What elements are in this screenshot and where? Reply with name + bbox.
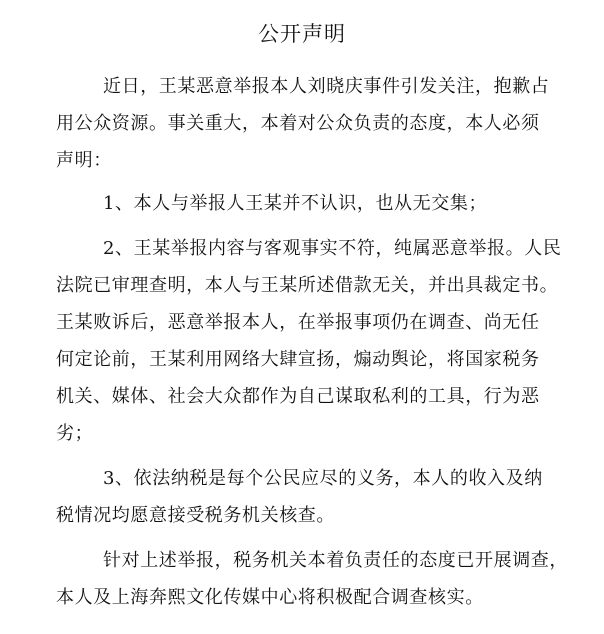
document-title: 公开声明 — [258, 22, 346, 46]
paragraph-5-line-2: 本人及上海奔熙文化传媒中心将积极配合调查核实。 — [56, 587, 484, 608]
paragraph-1-line-3: 声明： — [56, 150, 112, 171]
paragraph-4-line-2: 税情况均愿意接受税务机关核查。 — [56, 505, 335, 526]
paragraph-3-line-3: 王某败诉后，恶意举报本人，在举报事项仍在调查、尚无任 — [56, 312, 540, 333]
paragraph-1-line-2: 用公众资源。事关重大，本着对公众负责的态度，本人必须 — [56, 113, 540, 134]
paragraph-3-line-6: 劣； — [56, 423, 94, 444]
paragraph-4-line-1: 3、依法纳税是每个公民应尽的义务，本人的收入及纳 — [103, 468, 543, 489]
paragraph-3-line-1: 2、王某举报内容与客观事实不符，纯属恶意举报。人民 — [103, 238, 562, 259]
paragraph-2-line-1: 1、本人与举报人王某并不认识，也从无交集； — [103, 193, 488, 214]
paragraph-3-line-2: 法院已审理查明，本人与王某所述借款无关，并出具裁定书。 — [56, 275, 559, 296]
paragraph-3-line-4: 何定论前，王某利用网络大肆宣扬，煽动舆论，将国家税务 — [56, 349, 540, 370]
paragraph-5-line-1: 针对上述举报，税务机关本着负责任的态度已开展调查， — [103, 550, 568, 571]
paragraph-1-line-1: 近日，王某恶意举报本人刘晓庆事件引发关注，抱歉占 — [103, 76, 550, 97]
paragraph-3-line-5: 机关、媒体、社会大众都作为自己谋取私利的工具，行为恶 — [56, 386, 540, 407]
